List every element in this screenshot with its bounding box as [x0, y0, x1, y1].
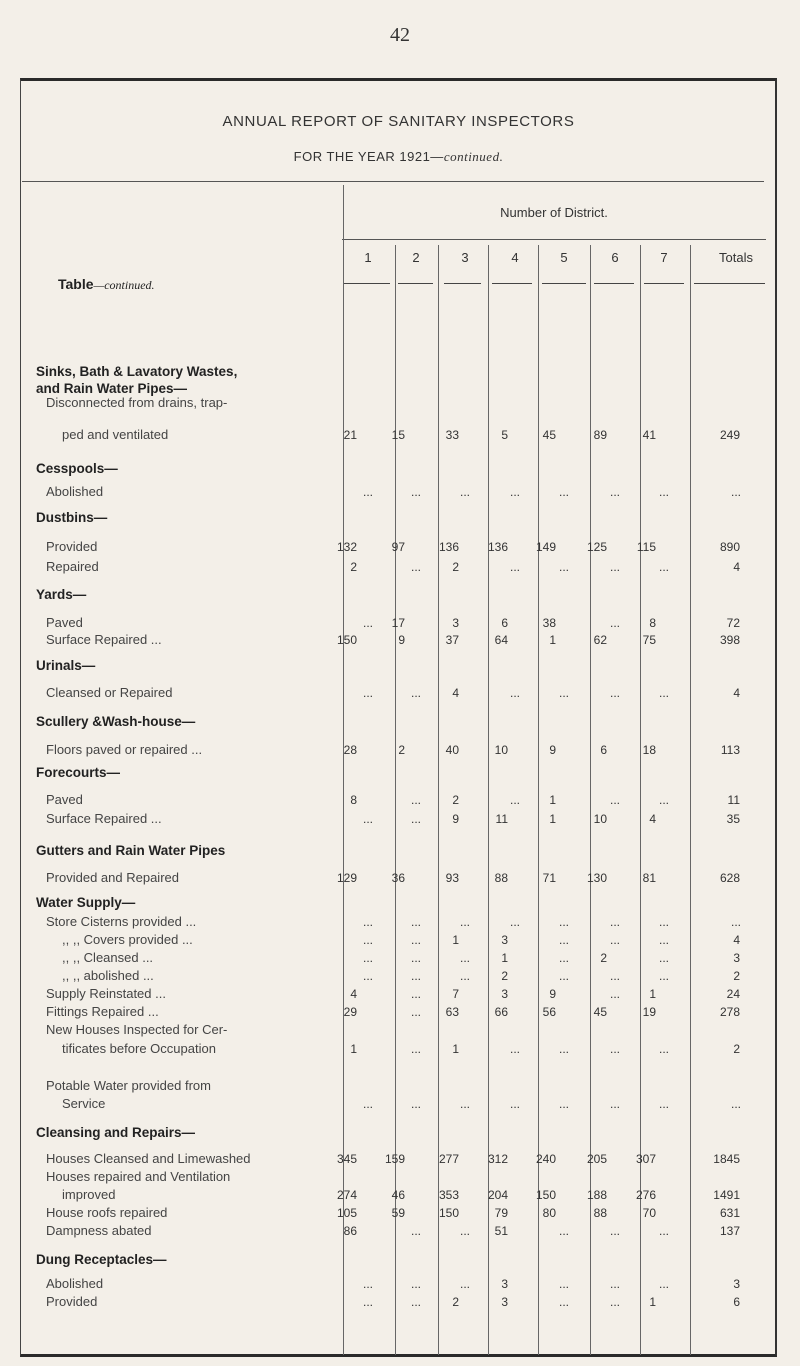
section-heading: Dung Receptacles—: [36, 1252, 167, 1267]
table-cell: ...: [558, 1224, 569, 1238]
table-cell: 1: [649, 1295, 656, 1309]
section-heading: Cleansing and Repairs—: [36, 1125, 196, 1140]
table-cell: 1: [549, 793, 556, 807]
table-cell: 63: [445, 1005, 459, 1019]
subtitle-continued: continued.: [443, 149, 504, 164]
table-cell: 2: [600, 951, 607, 965]
table-cell: 4: [733, 686, 740, 700]
row-label: New Houses Inspected for Cer-: [46, 1022, 228, 1037]
table-cell: 9: [549, 743, 556, 757]
table-cell: ...: [609, 915, 620, 929]
table-cell: 86: [343, 1224, 357, 1238]
section-heading: Water Supply—: [36, 895, 136, 910]
table-cell: ...: [509, 1042, 520, 1056]
table-cell: ...: [410, 485, 421, 499]
row-label: Store Cisterns provided ...: [46, 914, 197, 929]
table-cell: 4: [649, 812, 656, 826]
table-cell: ...: [558, 951, 569, 965]
table-cell: 24: [726, 987, 740, 1001]
table-cell: ...: [558, 485, 569, 499]
table-cell: ...: [658, 933, 669, 947]
table-cell: ...: [558, 1042, 569, 1056]
table-cell: ...: [558, 686, 569, 700]
table-cell: 79: [494, 1206, 508, 1220]
table-cell: ...: [558, 1295, 569, 1309]
row-label: Houses Cleansed and Limewashed: [46, 1151, 251, 1166]
page-number: 42: [390, 24, 410, 46]
table-cell: 88: [494, 871, 508, 885]
table-cell: 64: [494, 633, 508, 647]
table-cell: 1: [452, 933, 459, 947]
column-header-2: 2: [412, 250, 420, 265]
table-cell: 1: [549, 633, 556, 647]
table-cell: 51: [494, 1224, 508, 1238]
table-cell: 15: [391, 428, 405, 442]
row-label: Houses repaired and Ventilation: [46, 1169, 231, 1184]
table-cell: 398: [719, 633, 740, 647]
table-cell: ...: [509, 485, 520, 499]
table-cell: 353: [438, 1188, 459, 1202]
table-cell: 3: [501, 933, 508, 947]
table-cell: ...: [658, 1097, 669, 1111]
table-cell: ...: [609, 1042, 620, 1056]
table-cell: 3: [501, 1295, 508, 1309]
table-cell: 4: [452, 686, 459, 700]
table-cell: ...: [730, 915, 741, 929]
table-cell: ...: [658, 560, 669, 574]
row-label: ,, ,, Covers provided ...: [62, 932, 193, 947]
report-subtitle: [20, 149, 777, 165]
table-cell: 35: [726, 812, 740, 826]
column-header-8: Totals: [719, 250, 753, 265]
table-cell: 150: [336, 633, 357, 647]
table-cell: 45: [593, 1005, 607, 1019]
row-label: Cleansed or Repaired: [46, 685, 173, 700]
table-cell: 2: [452, 560, 459, 574]
table-cell: 5: [501, 428, 508, 442]
column-divider: [343, 185, 344, 1355]
table-cell: 4: [733, 933, 740, 947]
section-heading: Sinks, Bath & Lavatory Wastes,: [36, 364, 238, 379]
table-cell: ...: [410, 812, 421, 826]
table-cell: 113: [720, 743, 740, 757]
table-cell: 249: [719, 428, 740, 442]
table-cell: ...: [658, 951, 669, 965]
row-label-line2: Service: [62, 1096, 106, 1111]
column-header-4: 4: [511, 250, 519, 265]
header-dash: [344, 283, 390, 284]
table-cell: 136: [487, 540, 508, 554]
row-label: Surface Repaired ...: [46, 811, 162, 826]
table-cell: ...: [558, 969, 569, 983]
table-cell: ...: [410, 1277, 421, 1291]
table-cell: ...: [558, 915, 569, 929]
row-label: Supply Reinstated ...: [46, 986, 166, 1001]
table-cell: ...: [609, 1277, 620, 1291]
table-cell: 1491: [713, 1188, 740, 1202]
table-cell: 97: [391, 540, 405, 554]
table-cell: 59: [391, 1206, 405, 1220]
row-label: ,, ,, Cleansed ...: [62, 950, 154, 965]
table-cell: 80: [542, 1206, 556, 1220]
table-label: [58, 276, 155, 293]
table-cell: 45: [542, 428, 556, 442]
row-label: Surface Repaired ...: [46, 632, 162, 647]
table-cell: 2: [733, 1042, 740, 1056]
table-cell: ...: [410, 1097, 421, 1111]
table-cell: 17: [391, 616, 405, 630]
row-label: Provided: [46, 539, 98, 554]
table-cell: 81: [642, 871, 656, 885]
table-cell: ...: [609, 1295, 620, 1309]
table-cell: 9: [549, 987, 556, 1001]
table-cell: 307: [635, 1152, 656, 1166]
table-cell: 9: [398, 633, 405, 647]
table-cell: ...: [410, 1042, 421, 1056]
table-cell: 149: [535, 540, 556, 554]
row-label: ,, ,, abolished ...: [62, 968, 154, 983]
row-label: Paved: [46, 615, 83, 630]
table-cell: 312: [487, 1152, 508, 1166]
table-cell: 33: [445, 428, 459, 442]
table-label-bold: Table: [58, 276, 94, 292]
table-cell: 10: [593, 812, 607, 826]
table-cell: 628: [719, 871, 740, 885]
table-cell: 205: [586, 1152, 607, 1166]
column-header-3: 3: [461, 250, 469, 265]
section-heading: Scullery &Wash-house—: [36, 714, 196, 729]
table-cell: 3: [501, 987, 508, 1001]
subtitle-text: FOR THE YEAR 1921—: [293, 149, 444, 164]
column-header-6: 6: [611, 250, 619, 265]
table-cell: ...: [362, 485, 373, 499]
section-heading: Urinals—: [36, 658, 96, 673]
report-title: ANNUAL REPORT OF SANITARY INSPECTORS: [222, 113, 575, 130]
table-cell: ...: [509, 915, 520, 929]
table-cell: 9: [452, 812, 459, 826]
table-cell: 2: [501, 969, 508, 983]
table-cell: ...: [658, 1224, 669, 1238]
table-cell: ...: [410, 793, 421, 807]
table-cell: 93: [445, 871, 459, 885]
table-cell: 129: [336, 871, 357, 885]
header-dash: [594, 283, 634, 284]
table-cell: ...: [658, 969, 669, 983]
table-cell: 11: [495, 812, 508, 826]
row-label: Dampness abated: [46, 1223, 152, 1238]
table-cell: ...: [509, 686, 520, 700]
table-cell: ...: [362, 969, 373, 983]
table-cell: ...: [410, 933, 421, 947]
header-dash: [542, 283, 586, 284]
table-cell: 150: [535, 1188, 556, 1202]
row-label-line2: ped and ventilated: [62, 427, 169, 442]
table-cell: 1: [452, 1042, 459, 1056]
table-cell: 2: [350, 560, 357, 574]
table-cell: ...: [362, 686, 373, 700]
table-cell: ...: [362, 915, 373, 929]
header-group-rule: [342, 239, 766, 240]
table-cell: 7: [452, 987, 459, 1001]
table-cell: ...: [362, 616, 373, 630]
table-cell: 72: [726, 616, 740, 630]
table-cell: 62: [593, 633, 607, 647]
table-cell: 6: [600, 743, 607, 757]
table-cell: ...: [609, 793, 620, 807]
table-cell: ...: [362, 951, 373, 965]
table-cell: ...: [509, 1097, 520, 1111]
table-cell: 2: [452, 793, 459, 807]
header-dash: [444, 283, 481, 284]
table-cell: ...: [730, 485, 741, 499]
title-rule: [22, 181, 764, 182]
table-cell: 10: [494, 743, 508, 757]
table-cell: ...: [609, 686, 620, 700]
table-cell: 1845: [713, 1152, 740, 1166]
table-cell: ...: [609, 560, 620, 574]
row-label: Floors paved or repaired ...: [46, 742, 203, 757]
section-heading: Gutters and Rain Water Pipes: [36, 843, 226, 858]
row-label: Paved: [46, 792, 83, 807]
table-cell: ...: [558, 1097, 569, 1111]
table-cell: ...: [362, 1295, 373, 1309]
header-dash: [644, 283, 684, 284]
table-cell: 130: [586, 871, 607, 885]
table-cell: 277: [438, 1152, 459, 1166]
column-divider: [690, 245, 691, 1355]
row-label: Potable Water provided from: [46, 1078, 211, 1093]
table-cell: ...: [410, 560, 421, 574]
table-cell: 1: [501, 951, 508, 965]
table-cell: 6: [733, 1295, 740, 1309]
table-cell: 21: [343, 428, 357, 442]
section-heading-line2: and Rain Water Pipes—: [36, 381, 188, 396]
table-cell: ...: [410, 686, 421, 700]
table-cell: 132: [336, 540, 357, 554]
table-cell: 8: [350, 793, 357, 807]
table-cell: ...: [362, 1277, 373, 1291]
table-cell: 89: [593, 428, 607, 442]
table-cell: ...: [459, 1277, 470, 1291]
row-label: Repaired: [46, 559, 99, 574]
table-cell: ...: [459, 485, 470, 499]
table-cell: 19: [642, 1005, 656, 1019]
table-cell: 274: [336, 1188, 357, 1202]
table-cell: ...: [459, 1097, 470, 1111]
table-cell: 105: [336, 1206, 357, 1220]
table-cell: ...: [410, 1295, 421, 1309]
table-cell: ...: [410, 951, 421, 965]
table-cell: 3: [733, 1277, 740, 1291]
table-cell: 4: [350, 987, 357, 1001]
table-cell: ...: [410, 915, 421, 929]
row-label-line2: improved: [62, 1187, 116, 1202]
table-cell: 36: [391, 871, 405, 885]
table-cell: 6: [501, 616, 508, 630]
row-label-line2: tificates before Occupation: [62, 1041, 216, 1056]
table-cell: 46: [391, 1188, 405, 1202]
table-cell: 345: [336, 1152, 357, 1166]
table-cell: ...: [609, 485, 620, 499]
table-cell: ...: [609, 616, 620, 630]
table-cell: 276: [635, 1188, 656, 1202]
table-cell: ...: [730, 1097, 741, 1111]
table-cell: 37: [445, 633, 459, 647]
table-cell: ...: [410, 969, 421, 983]
table-cell: ...: [509, 793, 520, 807]
table-cell: 890: [719, 540, 740, 554]
table-cell: 204: [487, 1188, 508, 1202]
table-cell: 1: [549, 812, 556, 826]
table-cell: 66: [494, 1005, 508, 1019]
table-cell: 3: [733, 951, 740, 965]
table-cell: 125: [586, 540, 607, 554]
table-cell: ...: [410, 1005, 421, 1019]
table-cell: ...: [658, 915, 669, 929]
table-cell: ...: [410, 1224, 421, 1238]
table-cell: ...: [362, 1097, 373, 1111]
table-cell: ...: [658, 1277, 669, 1291]
row-label: Fittings Repaired ...: [46, 1004, 159, 1019]
table-cell: ...: [658, 686, 669, 700]
table-cell: 2: [733, 969, 740, 983]
table-cell: 2: [398, 743, 405, 757]
section-heading: Cesspools—: [36, 461, 118, 476]
column-header-1: 1: [364, 250, 372, 265]
table-cell: 56: [542, 1005, 556, 1019]
table-cell: 3: [501, 1277, 508, 1291]
table-cell: 631: [719, 1206, 740, 1220]
table-cell: ...: [609, 933, 620, 947]
table-cell: 1: [649, 987, 656, 1001]
table-cell: ...: [658, 793, 669, 807]
table-cell: 40: [445, 743, 459, 757]
table-cell: ...: [509, 560, 520, 574]
table-cell: ...: [459, 951, 470, 965]
table-cell: 136: [438, 540, 459, 554]
table-cell: ...: [410, 987, 421, 1001]
table-cell: ...: [558, 560, 569, 574]
section-heading: Dustbins—: [36, 510, 108, 525]
table-cell: 137: [719, 1224, 740, 1238]
table-cell: ...: [658, 1042, 669, 1056]
table-cell: 88: [593, 1206, 607, 1220]
table-cell: ...: [658, 485, 669, 499]
table-cell: 75: [642, 633, 656, 647]
table-cell: 8: [649, 616, 656, 630]
table-cell: 18: [642, 743, 656, 757]
table-cell: ...: [609, 1224, 620, 1238]
table-cell: ...: [609, 987, 620, 1001]
table-cell: 3: [452, 616, 459, 630]
table-label-continued: —continued.: [93, 278, 155, 292]
header-dash: [398, 283, 433, 284]
table-cell: 70: [642, 1206, 656, 1220]
table-cell: ...: [459, 969, 470, 983]
table-cell: 38: [542, 616, 556, 630]
table-cell: 115: [636, 540, 656, 554]
table-cell: 11: [727, 793, 740, 807]
section-heading: Forecourts—: [36, 765, 121, 780]
table-cell: ...: [558, 1277, 569, 1291]
row-label: Provided and Repaired: [46, 870, 179, 885]
row-label: Abolished: [46, 484, 104, 499]
table-cell: ...: [609, 969, 620, 983]
table-cell: ...: [459, 915, 470, 929]
row-label: Abolished: [46, 1276, 104, 1291]
table-cell: 41: [642, 428, 656, 442]
table-cell: 71: [542, 871, 556, 885]
table-cell: 28: [343, 743, 357, 757]
row-label: Disconnected from drains, trap-: [46, 395, 228, 410]
table-cell: 188: [586, 1188, 607, 1202]
table-cell: 150: [438, 1206, 459, 1220]
header-dash: [694, 283, 765, 284]
column-header-7: 7: [660, 250, 668, 265]
table-cell: ...: [459, 1224, 470, 1238]
table-cell: ...: [362, 812, 373, 826]
row-label: Provided: [46, 1294, 98, 1309]
table-cell: 4: [733, 560, 740, 574]
table-cell: 2: [452, 1295, 459, 1309]
column-header-5: 5: [560, 250, 568, 265]
table-cell: 1: [350, 1042, 357, 1056]
header-number-of-district: Number of District.: [500, 205, 608, 220]
row-label: House roofs repaired: [46, 1205, 168, 1220]
table-cell: ...: [558, 933, 569, 947]
section-heading: Yards—: [36, 587, 87, 602]
table-cell: 240: [535, 1152, 556, 1166]
table-cell: ...: [609, 1097, 620, 1111]
table-cell: ...: [362, 933, 373, 947]
table-cell: 29: [343, 1005, 357, 1019]
header-dash: [492, 283, 532, 284]
table-cell: 159: [384, 1152, 405, 1166]
table-cell: 278: [719, 1005, 740, 1019]
